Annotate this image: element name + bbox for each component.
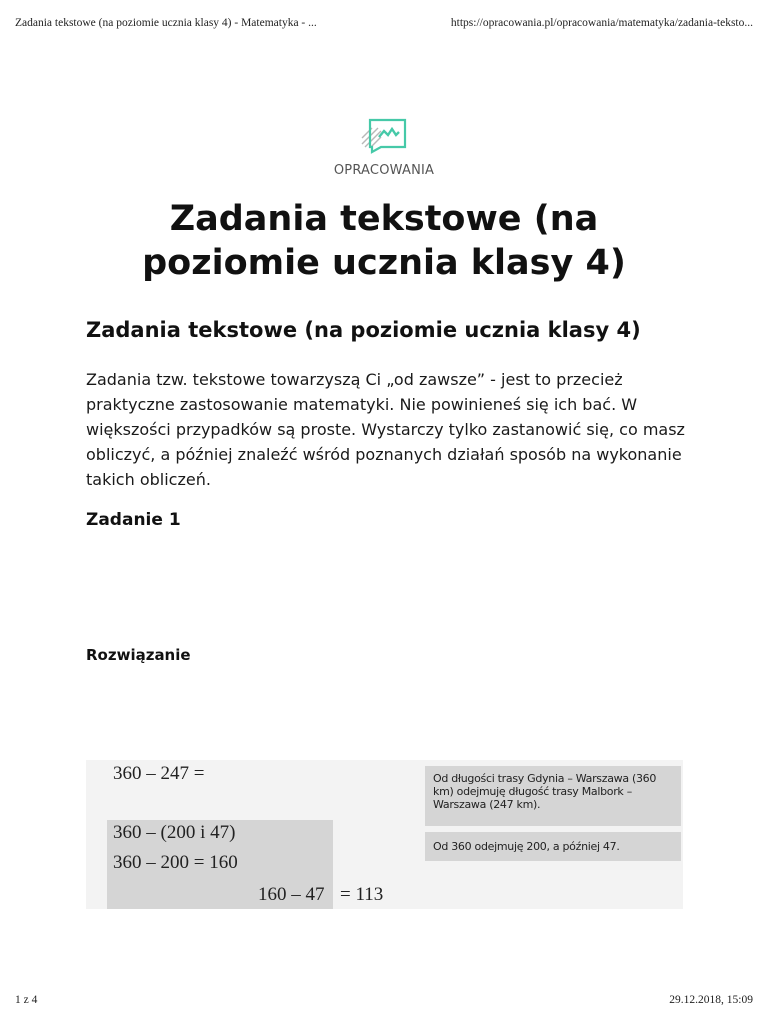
page-title: Zadania tekstowe (na poziomie ucznia klasy 4) [142,199,626,283]
print-footer [0,990,768,1014]
logo-wordmark: OPRACOWANIA [333,163,435,178]
opracowania-logo-icon [359,114,409,154]
solution-figure [86,760,683,909]
solution-heading: Rozwiązanie [86,646,191,664]
site-logo[interactable] [0,114,768,178]
calc-line-2: 360 – (200 i 47) [113,822,236,843]
task-heading: Zadanie 1 [86,510,181,530]
page-number: 1 z 4 [15,994,38,1006]
calc-line-4: 160 – 47 [258,884,325,905]
explanation-note-1: Od długości trasy Gdynia – Warszawa (360 km) odejmuję długość trasy Malbork – Warszawa (247 km). [425,766,681,826]
intro-paragraph: Zadania tzw. tekstowe towarzyszą Ci „od zawsze” - jest to przecież praktyczne zastosowanie matematyki. Nie powinieneś się ich bać. W większości przypadków są proste. Wystarczy tylko zastanowić się, co masz obliczyć, a później znaleźć wśród poznanych działań sposób na wykonanie takich obliczeń. [86,370,685,489]
print-header [0,0,768,40]
calc-line-3: 360 – 200 = 160 [113,852,238,873]
print-datetime: 29.12.2018, 15:09 [669,994,753,1006]
print-header-title: Zadania tekstowe (na poziomie ucznia klasy 4) - Matematyka - ... [15,17,317,29]
calc-result: = 113 [340,884,384,905]
print-header-url: https://opracowania.pl/opracowania/matematyka/zadania-teksto... [450,17,753,29]
explanation-note-2: Od 360 odejmuję 200, a później 47. [425,832,681,861]
calc-line-1: 360 – 247 = [113,763,205,784]
section-heading: Zadania tekstowe (na poziomie ucznia klasy 4) [86,318,641,342]
